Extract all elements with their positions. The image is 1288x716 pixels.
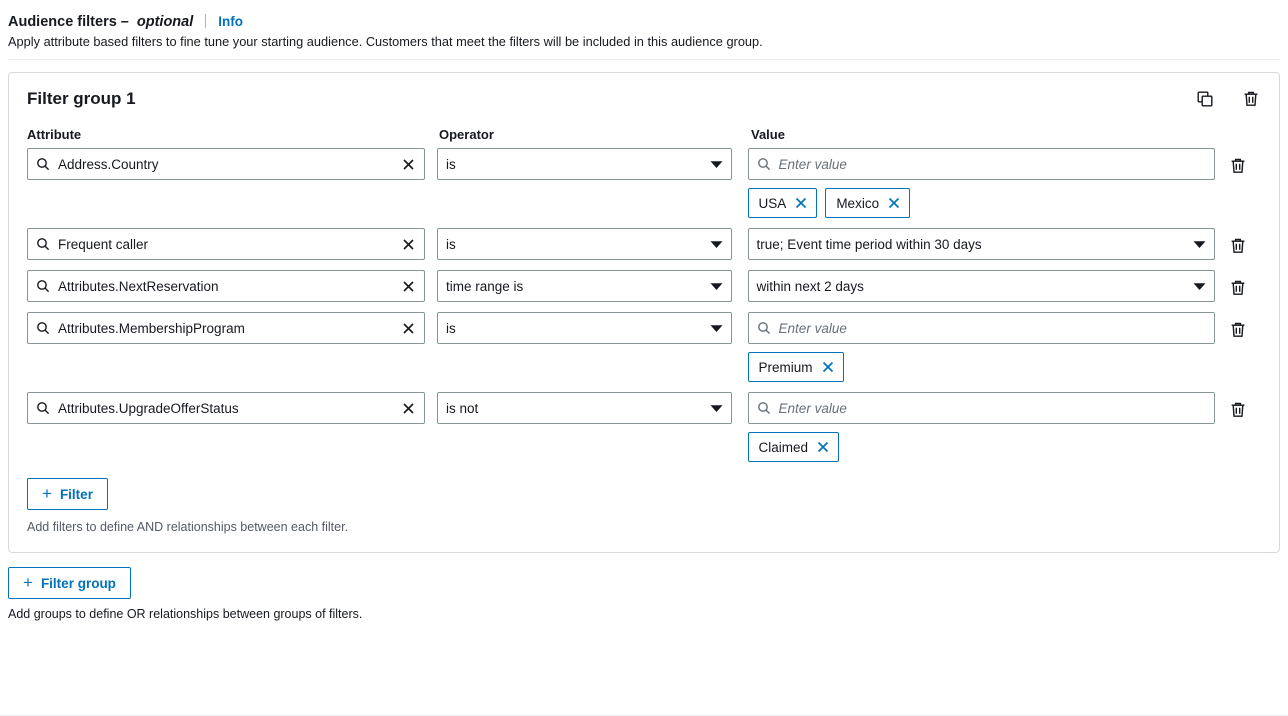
attribute-value: Attributes.NextReservation: [58, 278, 219, 294]
value-token-list: [748, 352, 1216, 382]
attribute-value: Attributes.UpgradeOfferStatus: [58, 400, 239, 416]
attribute-cell: [27, 148, 425, 180]
page-header: [0, 0, 1288, 60]
value-input[interactable]: [748, 312, 1216, 344]
close-icon[interactable]: [794, 196, 808, 210]
value-token-list: [748, 188, 1216, 218]
value-token-list: [748, 432, 1216, 462]
info-link[interactable]: Info: [218, 14, 244, 29]
search-icon: [757, 321, 771, 335]
clear-icon[interactable]: [401, 157, 416, 172]
filter-group-header: [27, 89, 1261, 109]
value-input[interactable]: [748, 392, 1216, 424]
search-icon: [36, 401, 50, 415]
value-token[interactable]: [748, 188, 818, 218]
trash-icon[interactable]: [1241, 89, 1261, 109]
plus-icon: +: [42, 483, 52, 503]
attribute-input[interactable]: [27, 228, 425, 260]
value-cell: [748, 312, 1216, 382]
operator-select[interactable]: [437, 228, 732, 260]
filter-group-actions: [1195, 89, 1261, 109]
attribute-input[interactable]: [27, 270, 425, 302]
table-row: [27, 228, 1261, 260]
attribute-cell: [27, 392, 425, 424]
value-cell: [748, 228, 1216, 260]
delete-row-cell: [1215, 148, 1261, 176]
attribute-value: Address.Country: [58, 156, 159, 172]
header-rule: [8, 59, 1280, 60]
search-icon: [757, 157, 771, 171]
value-cell: [748, 148, 1216, 218]
delete-row-cell: [1215, 228, 1261, 256]
trash-icon[interactable]: [1228, 278, 1248, 298]
operator-cell: [437, 392, 732, 424]
table-row: [27, 270, 1261, 302]
value-value: true; Event time period within 30 days: [756, 236, 982, 252]
chevron-down-icon: [710, 282, 723, 291]
add-group-area: [8, 567, 1280, 621]
add-filter-group-button[interactable]: [8, 567, 131, 599]
value-select[interactable]: [748, 228, 1216, 260]
search-icon: [757, 401, 771, 415]
value-token[interactable]: [748, 352, 844, 382]
operator-value: is: [446, 156, 456, 172]
close-icon[interactable]: [821, 360, 835, 374]
value-placeholder: Enter value: [778, 156, 847, 172]
page-title-optional: optional: [136, 14, 194, 30]
chevron-down-icon: [710, 240, 723, 249]
clear-icon[interactable]: [401, 321, 416, 336]
operator-value: is: [446, 236, 456, 252]
value-cell: [748, 392, 1216, 462]
attribute-cell: [27, 312, 425, 344]
column-header-operator: Operator: [439, 127, 494, 142]
value-token[interactable]: [825, 188, 910, 218]
add-filter-label: Filter: [59, 486, 93, 502]
filter-group-card: [8, 72, 1280, 553]
operator-select[interactable]: [437, 148, 732, 180]
value-token-label: Mexico: [836, 195, 880, 211]
trash-icon[interactable]: [1228, 156, 1248, 176]
value-placeholder: Enter value: [778, 400, 847, 416]
operator-value: is: [446, 320, 456, 336]
trash-icon[interactable]: [1228, 236, 1248, 256]
attribute-cell: [27, 270, 425, 302]
table-row: [27, 392, 1261, 462]
copy-icon[interactable]: [1195, 89, 1215, 109]
operator-cell: [437, 228, 732, 260]
operator-value: is not: [446, 400, 479, 416]
search-icon: [36, 237, 50, 251]
operator-cell: [437, 312, 732, 344]
search-icon: [36, 279, 50, 293]
value-cell: [748, 270, 1216, 302]
attribute-cell: [27, 228, 425, 260]
table-row: [27, 148, 1261, 218]
delete-row-cell: [1215, 392, 1261, 420]
trash-icon[interactable]: [1228, 400, 1248, 420]
clear-icon[interactable]: [401, 237, 416, 252]
column-headers: [27, 127, 1261, 142]
close-icon[interactable]: [887, 196, 901, 210]
page-title-row: [8, 12, 1280, 30]
chevron-down-icon: [710, 324, 723, 333]
clear-icon[interactable]: [401, 401, 416, 416]
operator-cell: [437, 148, 732, 180]
operator-value: time range is: [446, 278, 524, 294]
close-icon[interactable]: [816, 440, 830, 454]
value-input[interactable]: [748, 148, 1216, 180]
search-icon: [36, 321, 50, 335]
operator-select[interactable]: [437, 312, 732, 344]
add-filter-area: [27, 478, 1261, 534]
operator-select[interactable]: [437, 392, 732, 424]
value-placeholder: Enter value: [778, 320, 847, 336]
operator-select[interactable]: [437, 270, 732, 302]
trash-icon[interactable]: [1228, 320, 1248, 340]
chevron-down-icon: [710, 404, 723, 413]
add-filter-hint: Add filters to define AND relationships between each filter.: [27, 520, 349, 534]
search-icon: [36, 157, 50, 171]
plus-icon: +: [23, 572, 33, 592]
add-filter-button[interactable]: [27, 478, 108, 510]
chevron-down-icon: [710, 160, 723, 169]
value-token-label: Premium: [758, 359, 813, 375]
operator-cell: [437, 270, 732, 302]
chevron-down-icon: [1193, 282, 1206, 291]
value-select[interactable]: [748, 270, 1216, 302]
filter-group-title: Filter group 1: [27, 89, 136, 108]
clear-icon[interactable]: [401, 279, 416, 294]
title-divider: [205, 14, 206, 28]
add-filter-group-label: Filter group: [40, 575, 116, 591]
attribute-value: Attributes.MembershipProgram: [58, 320, 245, 336]
column-header-attribute: Attribute: [27, 127, 82, 142]
add-group-hint: Add groups to define OR relationships between groups of filters.: [8, 607, 363, 621]
page-title: Audience filters –: [8, 14, 129, 30]
value-token[interactable]: [748, 432, 840, 462]
page-description: Apply attribute based filters to fine tune your starting audience. Customers that meet the filters will be included in this audience group.: [8, 34, 763, 49]
value-value: within next 2 days: [756, 278, 864, 294]
attribute-input[interactable]: [27, 148, 425, 180]
column-header-value: Value: [751, 127, 785, 142]
value-token-label: Claimed: [758, 439, 809, 455]
attribute-input[interactable]: [27, 392, 425, 424]
delete-row-cell: [1215, 270, 1261, 298]
delete-row-cell: [1215, 312, 1261, 340]
value-token-label: USA: [758, 195, 787, 211]
attribute-value: Frequent caller: [58, 236, 149, 252]
chevron-down-icon: [1193, 240, 1206, 249]
attribute-input[interactable]: [27, 312, 425, 344]
table-row: [27, 312, 1261, 382]
